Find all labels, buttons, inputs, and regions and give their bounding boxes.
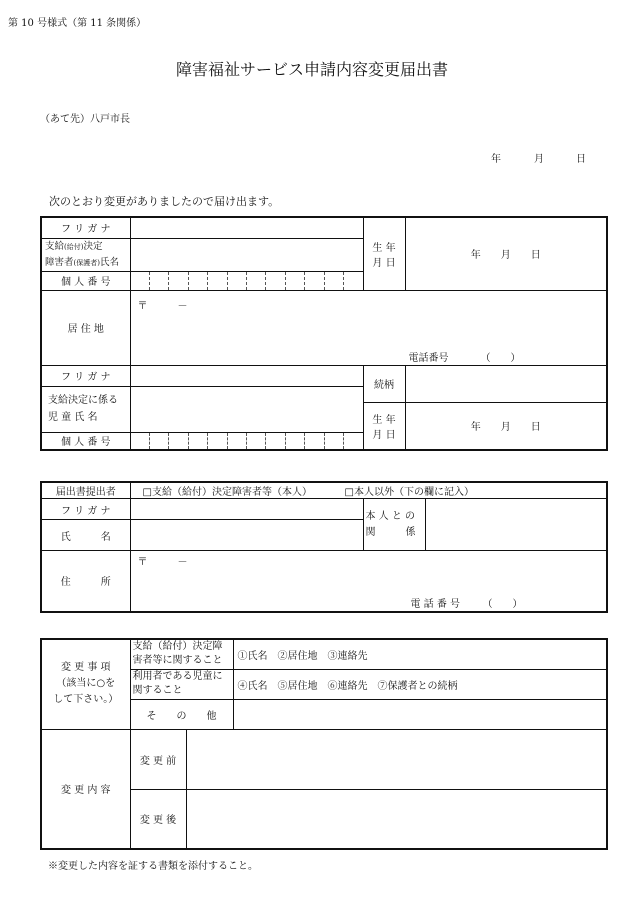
- child-personal-number-field[interactable]: [130, 432, 363, 450]
- furigana-field[interactable]: [130, 217, 363, 238]
- change-content-label: 変 更 内 容: [41, 729, 130, 849]
- child-name-field[interactable]: [130, 386, 363, 432]
- submitter-address-field[interactable]: [130, 551, 607, 612]
- row1-label: 支給（給付）決定障 害者等に関すること: [130, 639, 233, 669]
- submitter-name-field[interactable]: [130, 520, 363, 551]
- submitter-postal-dash: －: [177, 557, 188, 568]
- phone-paren: （ ）: [480, 352, 521, 364]
- submitter-label: 届出書提出者: [41, 482, 130, 499]
- personal-number-label: 個 人 番 号: [41, 271, 130, 290]
- relationship-field[interactable]: [425, 499, 607, 551]
- submitter-phone-label: 電 話 番 号: [410, 599, 461, 610]
- applicant-table: [40, 216, 608, 451]
- footnote: ※変更した内容を証する書類を添付すること。: [48, 861, 258, 872]
- addressee: （あて先）八戸市長: [40, 114, 130, 125]
- row3-field[interactable]: [233, 699, 607, 729]
- address-label: 居 住 地: [41, 290, 130, 365]
- birth-label: 生 年 月 日: [363, 217, 405, 290]
- address-field[interactable]: [130, 290, 607, 365]
- row2-options[interactable]: ④氏名 ⑤居住地 ⑥連絡先 ⑦保護者との続柄: [233, 669, 607, 699]
- recipient-name-field[interactable]: [130, 238, 363, 271]
- submitter-phone-paren: （ ）: [482, 599, 523, 610]
- before-field[interactable]: [186, 729, 607, 789]
- after-field[interactable]: [186, 789, 607, 849]
- option-other-checkbox[interactable]: □本人以外（下の欄に記入）: [344, 487, 474, 498]
- submitter-address-label: 住 所: [41, 551, 130, 612]
- option-self-checkbox[interactable]: □支給（給付）決定障害者等（本人）: [142, 487, 312, 498]
- postal-mark: 〒: [137, 300, 148, 312]
- submitter-furigana-label: フ リ ガ ナ: [41, 499, 130, 520]
- row3-label: そ の 他: [130, 699, 233, 729]
- submitter-postal-mark: 〒: [137, 557, 148, 568]
- submitter-name-label: 氏 名: [41, 520, 130, 551]
- relation-label: 続柄: [363, 365, 405, 402]
- child-furigana-label: フ リ ガ ナ: [41, 365, 130, 386]
- form-number: 第 10 号様式（第 11 条関係）: [8, 18, 147, 29]
- page-title: 障害福祉サービス申請内容変更届出書: [176, 60, 449, 79]
- phone-label: 電話番号: [408, 352, 449, 364]
- child-personal-number-label: 個 人 番 号: [41, 432, 130, 450]
- date-month-label: 月: [534, 154, 544, 165]
- child-birth-label: 生 年 月 日: [363, 402, 405, 450]
- change-table: [40, 638, 608, 850]
- child-furigana-field[interactable]: [130, 365, 363, 386]
- furigana-label: フ リ ガ ナ: [41, 217, 130, 238]
- child-name-label: 支給決定に係る 児 童 氏 名: [41, 386, 130, 432]
- before-label: 変 更 前: [130, 729, 186, 789]
- child-birth-date-field[interactable]: 年 月 日: [405, 402, 607, 450]
- row2-label: 利用者である児童に 関すること: [130, 669, 233, 699]
- change-items-label: 変 更 事 項 （該当に○を して下さい。）: [41, 639, 130, 729]
- row1-options[interactable]: ①氏名 ②居住地 ③連絡先: [233, 639, 607, 669]
- postal-dash: －: [177, 300, 188, 312]
- submitter-furigana-field[interactable]: [130, 499, 363, 520]
- date-year-label: 年: [491, 154, 501, 165]
- relationship-label: 本 人 と の 関 係: [363, 499, 425, 551]
- recipient-name-label: 支給(給付)決定 障害者(保護者)氏名: [41, 238, 130, 271]
- intro-text: 次のとおり変更がありましたので届け出ます。: [49, 195, 280, 208]
- personal-number-field[interactable]: [130, 271, 363, 290]
- relation-field[interactable]: [405, 365, 607, 402]
- submitter-options: [130, 482, 607, 499]
- after-label: 変 更 後: [130, 789, 186, 849]
- submitter-table: [40, 481, 608, 613]
- birth-date-field[interactable]: 年 月 日: [405, 217, 607, 290]
- date-day-label: 日: [576, 154, 586, 165]
